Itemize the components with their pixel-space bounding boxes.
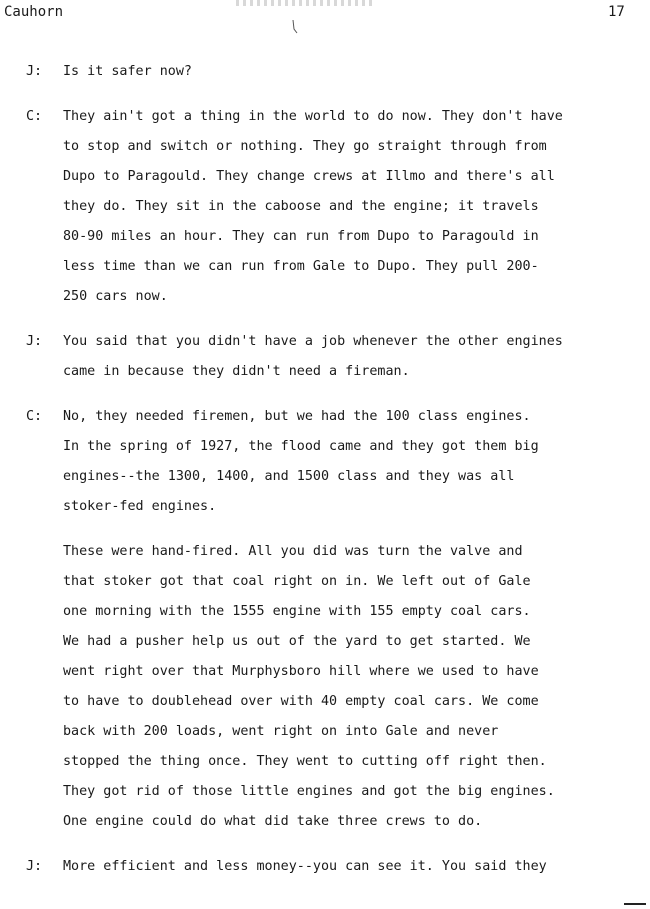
edge-mark xyxy=(624,903,646,905)
text-line: In the spring of 1927, the flood came and they got them big xyxy=(63,439,539,454)
scan-mark xyxy=(292,20,298,34)
page-number: 17 xyxy=(608,4,625,20)
text-line: to have to doublehead over with 40 empty coal cars. We come xyxy=(63,694,539,709)
text-line: came in because they didn't need a fireman. xyxy=(63,364,410,379)
text-line: went right over that Murphysboro hill where we used to have xyxy=(63,664,539,679)
text-line: They ain't got a thing in the world to do now. They don't have xyxy=(63,109,563,124)
speaker-label: J: xyxy=(26,334,43,349)
speaker-label: C: xyxy=(26,109,43,124)
text-line: Is it safer now? xyxy=(63,64,192,79)
text-line: stoker-fed engines. xyxy=(63,499,217,514)
header-name: Cauhorn xyxy=(4,4,64,20)
text-line: engines--the 1300, 1400, and 1500 class and they was all xyxy=(63,469,515,484)
text-line: 250 cars now. xyxy=(63,289,168,304)
text-line: less time than we can run from Gale to Dupo. They pull 200- xyxy=(63,259,539,274)
text-line: They got rid of those little engines and got the big engines. xyxy=(63,784,555,799)
text-line: to stop and switch or nothing. They go straight through from xyxy=(63,139,547,154)
text-line: No, they needed firemen, but we had the 100 class engines. xyxy=(63,409,531,424)
text-line: One engine could do what did take three crews to do. xyxy=(63,814,483,829)
scan-smudge xyxy=(236,0,376,6)
speaker-label: C: xyxy=(26,409,43,424)
text-line: back with 200 loads, went right on into Gale and never xyxy=(63,724,499,739)
text-line: 80-90 miles an hour. They can run from Dupo to Paragould in xyxy=(63,229,539,244)
text-line: You said that you didn't have a job whenever the other engines xyxy=(63,334,563,349)
text-line: We had a pusher help us out of the yard to get started. We xyxy=(63,634,531,649)
text-line: stopped the thing once. They went to cutting off right then. xyxy=(63,754,547,769)
text-line: These were hand-fired. All you did was turn the valve and xyxy=(63,544,523,559)
speaker-label: J: xyxy=(26,64,43,79)
text-line: that stoker got that coal right on in. We left out of Gale xyxy=(63,574,531,589)
text-line: one morning with the 1555 engine with 155 empty coal cars. xyxy=(63,604,531,619)
text-line: they do. They sit in the caboose and the engine; it travels xyxy=(63,199,539,214)
text-line: More efficient and less money--you can see it. You said they xyxy=(63,859,547,874)
speaker-label: J: xyxy=(26,859,43,874)
text-line: Dupo to Paragould. They change crews at Illmo and there's all xyxy=(63,169,555,184)
